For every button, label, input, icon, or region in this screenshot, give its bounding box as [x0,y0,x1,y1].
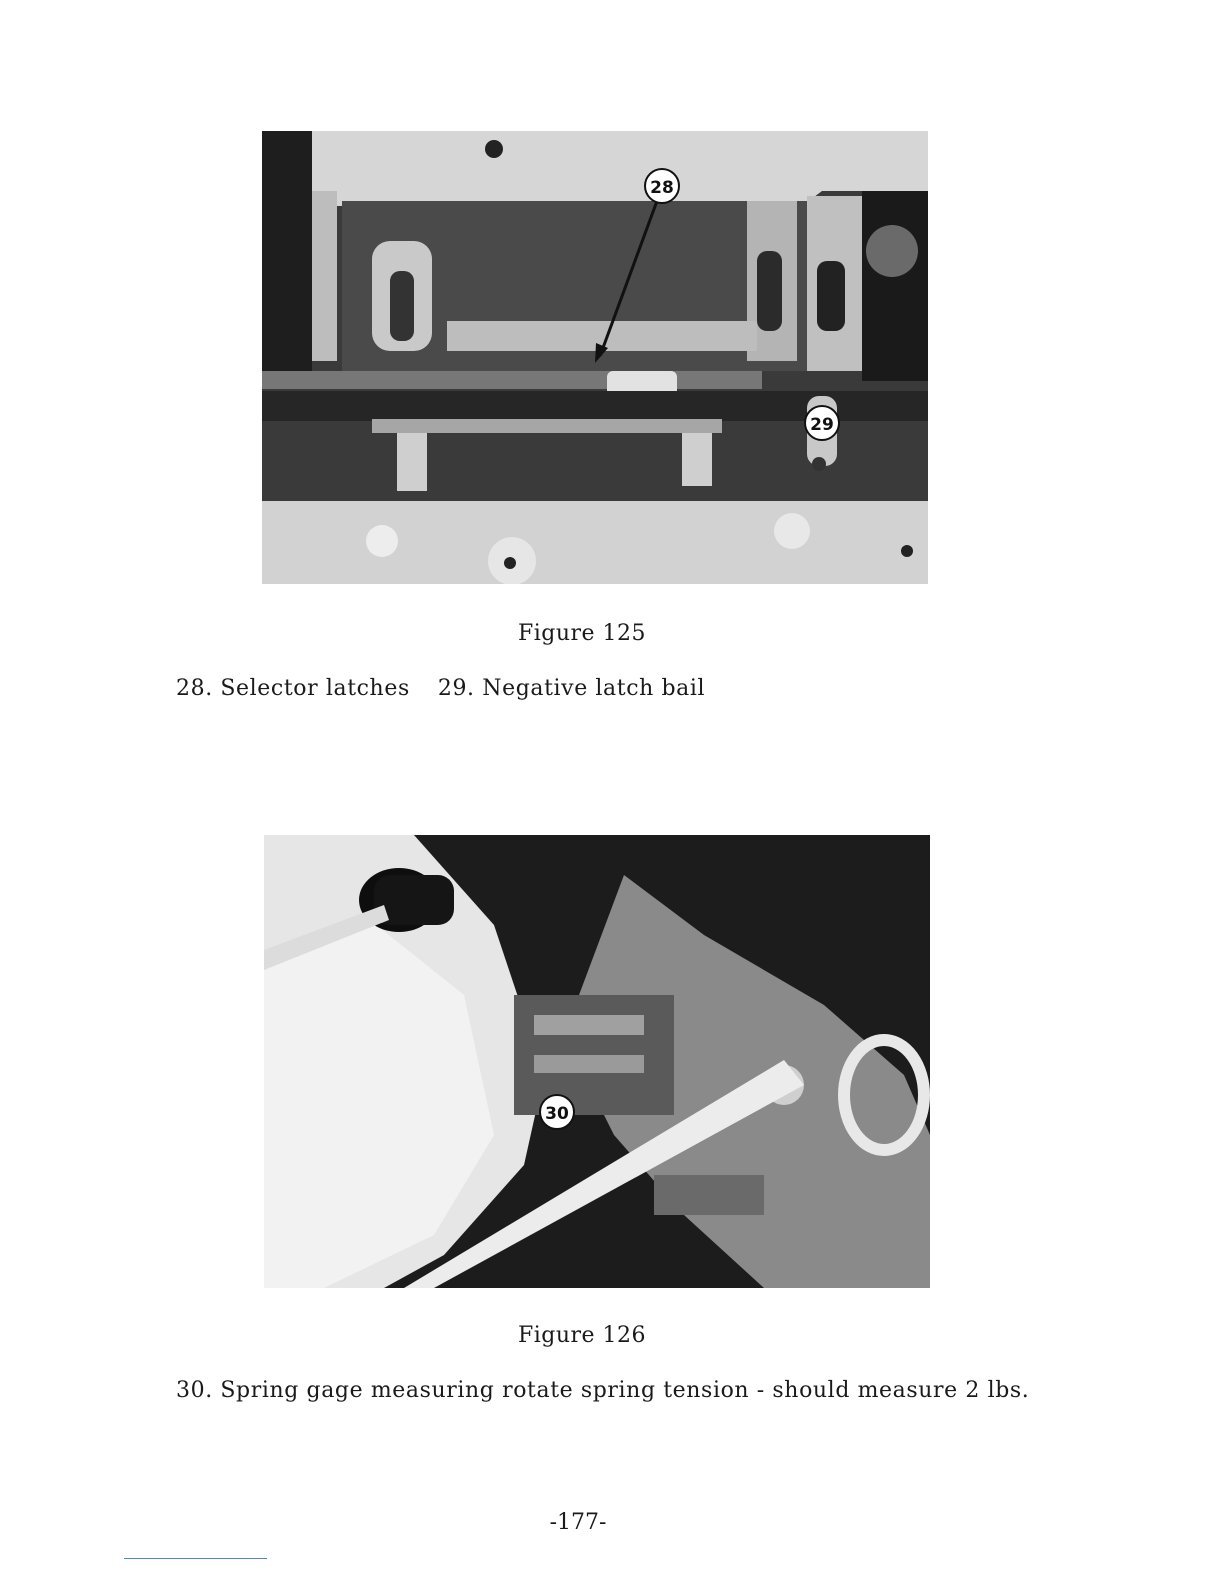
figure-126-caption: Figure 126 [517,1323,647,1348]
callout-30-label: 30 [545,1104,569,1124]
figure-125-photo [262,131,928,584]
callout-29-label: 29 [810,415,834,435]
legend-item-28: 28. Selector latches [176,676,410,701]
figure-126-photo [264,835,930,1288]
legend-item-30: 30. Spring gage measuring rotate spring tension - should measure 2 lbs. [176,1378,1030,1403]
figure-125-drawing [262,131,928,584]
figure-126-drawing [264,835,930,1288]
figure-125-legend [176,676,733,701]
legend-item-29: 29. Negative latch bail [437,676,706,701]
figure-126-legend [176,1378,1057,1403]
figure-125-caption: Figure 125 [517,621,647,646]
page-number: -177- [549,1510,607,1535]
callout-28-label: 28 [650,178,674,198]
footer-rule [124,1558,267,1559]
